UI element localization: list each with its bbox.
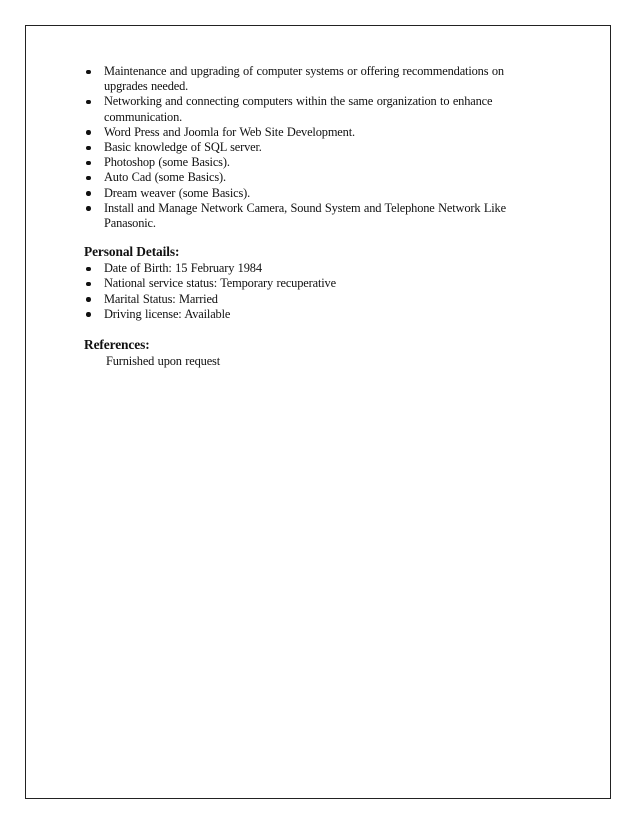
list-item [84, 307, 524, 322]
list-item [84, 64, 524, 94]
personal-details-heading: Personal Details: [84, 244, 180, 260]
list-item [84, 276, 524, 291]
skill-text: Dream weaver (some Basics). [104, 185, 251, 200]
list-item [84, 186, 524, 201]
bullet-icon [86, 146, 91, 151]
skill-text: Basic knowledge of SQL server. [104, 140, 262, 155]
bullet-icon [86, 130, 91, 135]
bullet-icon [86, 100, 91, 105]
list-item [84, 155, 524, 170]
bullet-icon [86, 206, 91, 211]
resume-content [84, 64, 524, 369]
list-item [84, 201, 524, 231]
skill-text: Word Press and Joomla for Web Site Development. [104, 124, 355, 139]
personal-detail-text: Driving license: Available [104, 306, 231, 321]
skills-list [84, 64, 524, 231]
bullet-icon [86, 70, 91, 75]
list-item [84, 261, 524, 276]
bullet-icon [86, 267, 91, 272]
list-item [84, 140, 524, 155]
list-item [84, 125, 524, 140]
list-item [84, 292, 524, 307]
list-item [84, 94, 524, 124]
references-heading: References: [84, 337, 150, 353]
personal-detail-text: Marital Status: Married [104, 291, 218, 306]
references-text: Furnished upon request [106, 354, 221, 369]
bullet-icon [86, 176, 91, 181]
skill-text: Photoshop (some Basics). [104, 155, 230, 170]
bullet-icon [86, 191, 91, 196]
bullet-icon [86, 312, 91, 317]
skill-text: Networking and connecting computers within the same organization to enhance communication. [104, 94, 493, 124]
bullet-icon [86, 297, 91, 302]
skill-text: Auto Cad (some Basics). [104, 170, 226, 185]
list-item [84, 170, 524, 185]
personal-details-list [84, 261, 524, 322]
skill-text: Install and Manage Network Camera, Sound System and Telephone Network Like Panasonic. [104, 200, 506, 231]
personal-detail-text: Date of Birth: 15 February 1984 [104, 261, 262, 276]
personal-detail-text: National service status: Temporary recuperative [104, 276, 336, 291]
bullet-icon [86, 161, 91, 166]
skill-text: Maintenance and upgrading of computer systems or offering recommendations on upgrades needed. [104, 64, 504, 94]
bullet-icon [86, 282, 91, 287]
